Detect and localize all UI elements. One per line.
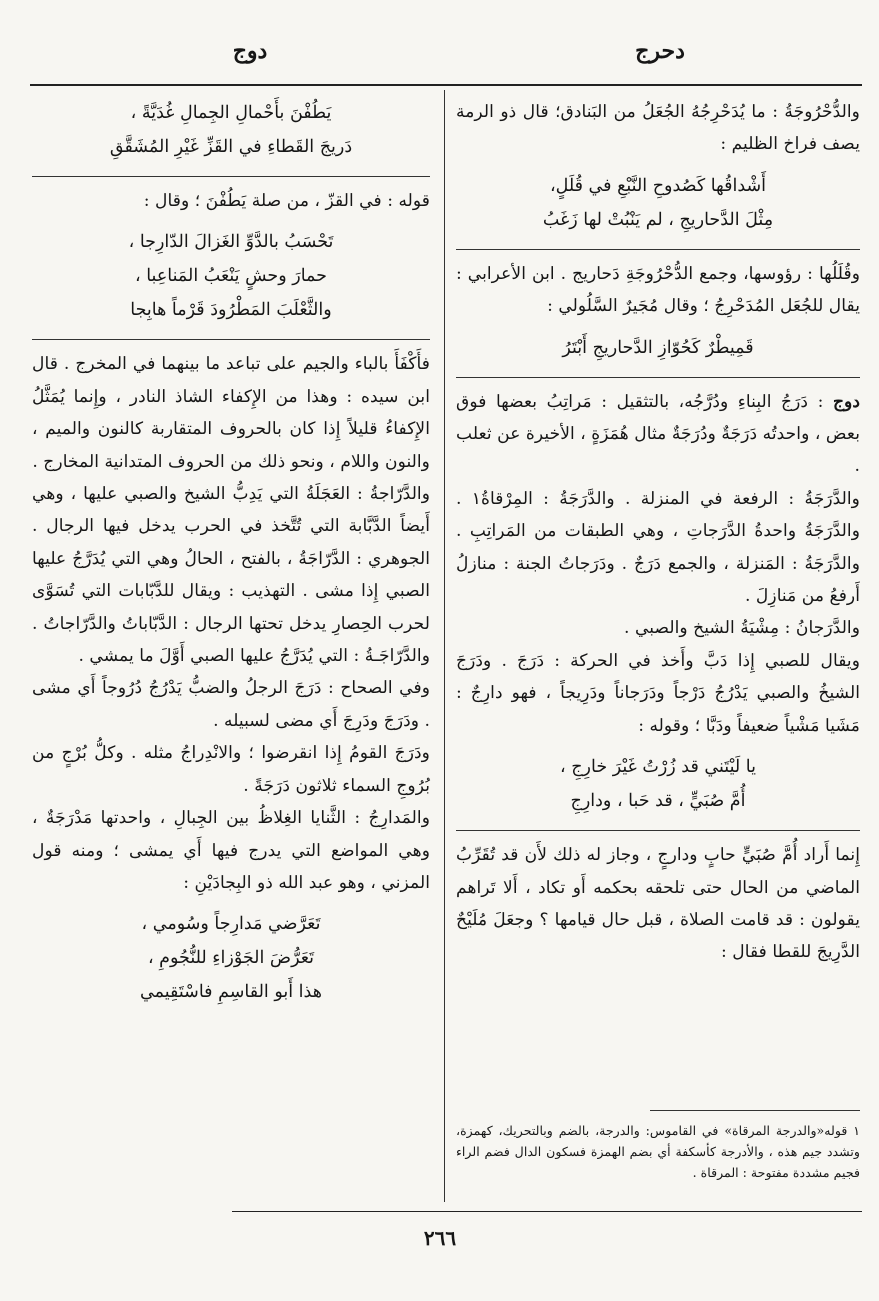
section-divider: [32, 176, 430, 177]
footer-rule: [232, 1211, 862, 1212]
entry-paragraph: [456, 386, 860, 483]
verse-line: يا لَيْتَني قد زُرْتُ غَيْرَ خارِجِ ،: [560, 757, 756, 778]
running-header-left: دوج: [232, 38, 268, 64]
verse-block: [32, 907, 430, 1009]
verse-line: هذا أَبو القاسِمِ فاسْتَقِيمي: [140, 982, 322, 1003]
paragraph: وقُلَلُها : رؤوسها، وجمع الدُّحْرُوجَةِ دَحاريج . ابن الأعرابي : يقال للجُعَل المُدَحْرِجُ ؛ وقال مُجَيرٌ السَّلُولي :: [456, 263, 860, 317]
verse-line: تَعَرَّضي مَدارِجاً وسُومي ،: [141, 914, 321, 935]
verse-line: أَشْداقُها كَصُدوحِ النَّبْعِ في قُلَلٍ،: [549, 175, 767, 196]
paragraph: والدَّرَجانُ : مِشْيَةُ الشيخ والصبي .: [624, 618, 860, 639]
verse-line: تَعَرُّضَ الجَوْزاءِ للنُّجُومِ ،: [147, 948, 315, 969]
section-divider: [456, 830, 860, 831]
left-column: [32, 96, 430, 1021]
footnote-rule: [650, 1110, 860, 1111]
section-divider: [456, 249, 860, 250]
paragraph: وفي الصحاح : دَرَجَ الرجلُ والضبُّ يَدْرُجُ دُرُوجاً أَي مشى . ودَرَجَ ودَرِجَ أَي مضى لسبيله .: [32, 678, 430, 731]
column-separator: [444, 90, 445, 1202]
header-rule: [30, 84, 862, 86]
footnote: ١ قوله«والدرجة المرقاة» في القاموس: والدرجة، بالضم وبالتحريك، كهمزة، وتشدد جيم هذه ، والأدرجة كأسكفة أي بضم الهمزة فسكون الدال فضم الراء فجيم مشددة مفتوحة : المرقاة .: [456, 1123, 860, 1180]
paragraph: ويقال للصبي إِذا دَبَّ وأَخذ في الحركة : دَرَجَ . ودَرَجَ الشيخُ والصبي يَدْرُجُ دَرْجاً ودَرَجاناً ودَرِيجاً ، فهو دارِجٌ : مَشَيا مَشْياً ضعيفاً ودَبَّا ؛ وقوله :: [456, 650, 860, 736]
section-divider: [456, 377, 860, 378]
page-number: ٢٦٦: [423, 1226, 457, 1250]
section-divider: [32, 339, 430, 340]
paragraph: والدَّرَجَةُ : الرفعة في المنزلة . والدَّرَجَةُ : المِرْقاةُ١ . والدَّرَجَةُ واحدةُ الدَّرَجاتِ ، وهي الطبقات من المَراتِبِ . والدَّرَجَةُ : المَنزلة ، والجمع دَرَجٌ . ودَرَجاتُ الجنة : منازلُ أَرفعُ من مَنازِلَ .: [456, 488, 860, 607]
paragraph: والمَدارِجُ : الثَّنايا الغِلاظُ بين الجِبالِ ، واحدتها مَدْرَجَةٌ ، وهي المواضع التي يدرج فيها أَي يمشى ؛ ومنه قول المزني ، وهو عبد الله ذو البِجادَيْنِ :: [32, 808, 430, 893]
verse-line: يَطُفْنَ بأَحْمالِ الجِمالِ غُدَيَّةً ،: [130, 103, 332, 123]
entry-text: : دَرَجُ البِناءِ ودُرَّجُه، بالتثقيل : مَراتِبُ بعضها فوق بعض ، واحدتُه دَرَجَةٌ ودُرَجَةٌ مثال هُمَزَةٍ ، الأخيرة عن ثعلب .: [456, 391, 860, 477]
paragraph: إِنما أَراد أُمَّ صُبَيٍّ حابٍ ودارجٍ ، وجاز له ذلك لأَن قد تُقَرِّبُ الماضي من الحال حتى تلحقه بحكمه أَو تكاد ، أَلا تَراهم يقولون : قد قامت الصلاة ، قبل حال قيامها ؟ وجعَلَ مُلَيْحٌ الدَّرِيجَ للقطا فقال :: [456, 845, 860, 963]
verse-line: والثَّعْلَبَ المَطْرُودَ قَرْماً هابِجا: [130, 300, 332, 321]
verse-line: دَريجَ القَطاءِ في القَزِّ غَيْرِ المُشَقَّقِ: [109, 137, 353, 157]
verse-block: [456, 750, 860, 818]
verse-block: [456, 331, 860, 365]
right-column: [456, 96, 860, 969]
paragraph: والدُّحْرُوجَةُ : ما يُدَحْرِجُهُ الجُعَلُ من البَنادق؛ قال ذو الرمة يصف فراخ الظليم :: [456, 102, 860, 155]
verse-line: حمارَ وحشٍ يَنْعَبُ المَناعِبا ،: [135, 266, 327, 287]
verse-block: [456, 169, 860, 237]
verse-line: تَحْسَبُ بالدَّوِّ الغَزالَ الدّارِجا ،: [128, 232, 334, 253]
paragraph: والدَّرّاجةُ : العَجَلَةُ التي يَدِبُّ الشيخ والصبي عليها ، وهي أَيضاً الدَّبَّابة التي تُتَّخذ في الحرب يدخل فيها الرجال . الجوهري : الدَّرّاجَةُ ، بالفتح ، الحالُ وهي التي يُدَرَّجُ عليها الصبي إِذا مشى . التهذيب : ويقال للدَّبّابات التي تُسَوَّى لحرب الحِصارِ يدخل تحتها الرجال : الدَّبّاباتُ والدَّرّاجاتُ . والدَّرّاجَـةُ : التي يُدَرَّجُ عليها الصبي أَوَّلَ ما يمشي .: [32, 484, 430, 667]
paragraph: قوله : في القزّ ، من صلة يَطُفْنَ ؛ وقال :: [143, 191, 430, 211]
running-header-right: دحرج: [635, 38, 685, 64]
entry-root-word: دوج: [832, 391, 860, 412]
verse-block: [32, 96, 430, 164]
verse-line: مِثْلَ الدَّحاريجِ ، لم يَنْبُتْ لها زَغَبُ: [542, 209, 774, 230]
paragraph: فأَكْفَأَ بالباء والجيم على تباعد ما بينهما في المخرج . قال ابن سيده : وهذا من الإِكفاء الشاذ النادر ، وإِنما يُمَثَّلُ الإِكفاءُ قليلاً إِذا كان بالحروف المتقاربة كالنون والميم ، والنون واللام ، ونحو ذلك من الحروف المتدانية المخارج .: [32, 354, 430, 472]
verse-block: [32, 225, 430, 327]
verse-line: قَمِيطْرٌ كَحُوّازِ الدَّحاريجِ أَبْتَرُ: [562, 337, 754, 358]
paragraph: ودَرَجَ القومُ إِذا انقرضوا ؛ والانْدِراجُ مثله . وكلُّ بُرْجٍ من بُرُوجِ السماء ثلاثون دَرَجَةً .: [32, 743, 430, 796]
verse-line: أُمَّ صُبَيٍّ ، قد حَبا ، ودارِجِ: [570, 791, 746, 812]
